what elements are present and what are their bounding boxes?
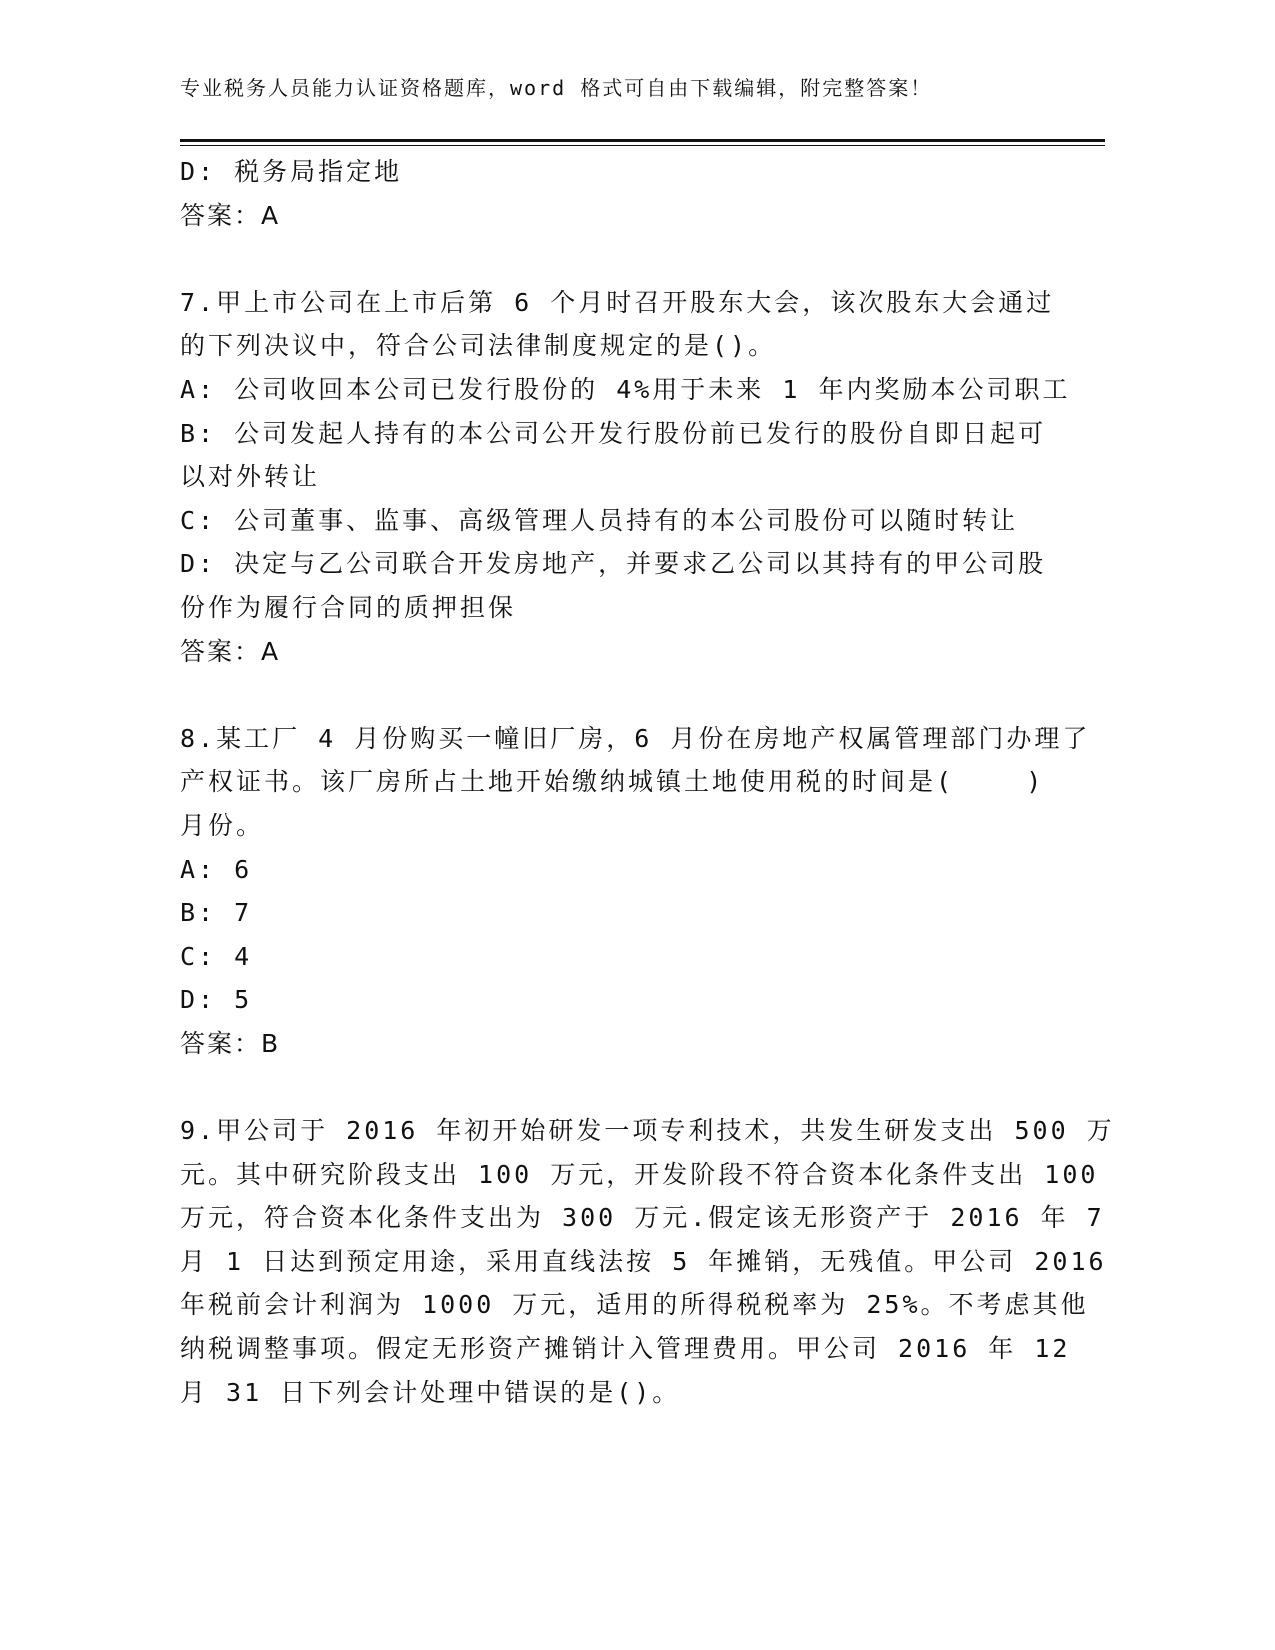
question-line: 9.甲公司于 2016 年初开始研发一项专利技术，共发生研发支出 500 万 [180, 1116, 1115, 1146]
question-line: 月 31 日下列会计处理中错误的是()。 [180, 1377, 681, 1407]
option-line: D: 税务局指定地 [180, 157, 403, 186]
header-rule-thick [180, 139, 1105, 142]
paragraph-spacer [180, 1065, 1040, 1109]
question-line: 8.某工厂 4 月份购买一幢旧厂房，6 月份在房地产权属管理部门办理了 [180, 723, 1091, 753]
question-line: 纳税调整事项。假定无形资产摊销计入管理费用。甲公司 2016 年 12 [180, 1334, 1071, 1364]
option-line: A: 6 [180, 854, 253, 884]
option-line: D: 5 [180, 985, 253, 1015]
document-body [180, 150, 1115, 1414]
option-line: C: 4 [180, 941, 253, 971]
option-line: 份作为履行合同的质押担保 [180, 592, 517, 622]
option-line: D: 决定与乙公司联合开发房地产，并要求乙公司以其持有的甲公司股 [180, 549, 1047, 579]
question-line: 产权证书。该厂房所占土地开始缴纳城镇土地使用税的时间是( ) [180, 767, 1045, 797]
question-line: 年税前会计利润为 1000 万元，适用的所得税税率为 25%。不考虑其他 [180, 1290, 1089, 1320]
option-line: 以对外转让 [180, 462, 321, 492]
answer-line: 答案：B [180, 1028, 281, 1058]
paragraph-spacer [180, 673, 1040, 717]
question-line: 元。其中研究阶段支出 100 万元，开发阶段不符合资本化条件支出 100 [180, 1159, 1099, 1189]
option-line: B: 公司发起人持有的本公司公开发行股份前已发行的股份自即日起可 [180, 418, 1047, 448]
question-line: 7.甲上市公司在上市后第 6 个月时召开股东大会，该次股东大会通过 [180, 287, 1055, 317]
header-rule-thin [180, 145, 1105, 146]
question-line: 万元，符合资本化条件支出为 300 万元.假定该无形资产于 2016 年 7 [180, 1203, 1105, 1233]
answer-line: 答案：A [180, 636, 281, 666]
question-line: 月份。 [180, 810, 265, 840]
option-line: C: 公司董事、监事、高级管理人员持有的本公司股份可以随时转让 [180, 505, 1019, 535]
answer-line: 答案：A [180, 200, 281, 230]
question-line: 的下列决议中，符合公司法律制度规定的是()。 [180, 331, 777, 361]
page-header-note: 专业税务人员能力认证资格题库，word 格式可自由下载编辑，附完整答案！ [180, 76, 933, 100]
option-line: A: 公司收回本公司已发行股份的 4%用于未来 1 年内奖励本公司职工 [180, 374, 1071, 404]
paragraph-spacer [180, 237, 1040, 281]
question-line: 月 1 日达到预定用途，采用直线法按 5 年摊销，无残值。甲公司 2016 [180, 1246, 1107, 1276]
option-line: B: 7 [180, 898, 253, 928]
